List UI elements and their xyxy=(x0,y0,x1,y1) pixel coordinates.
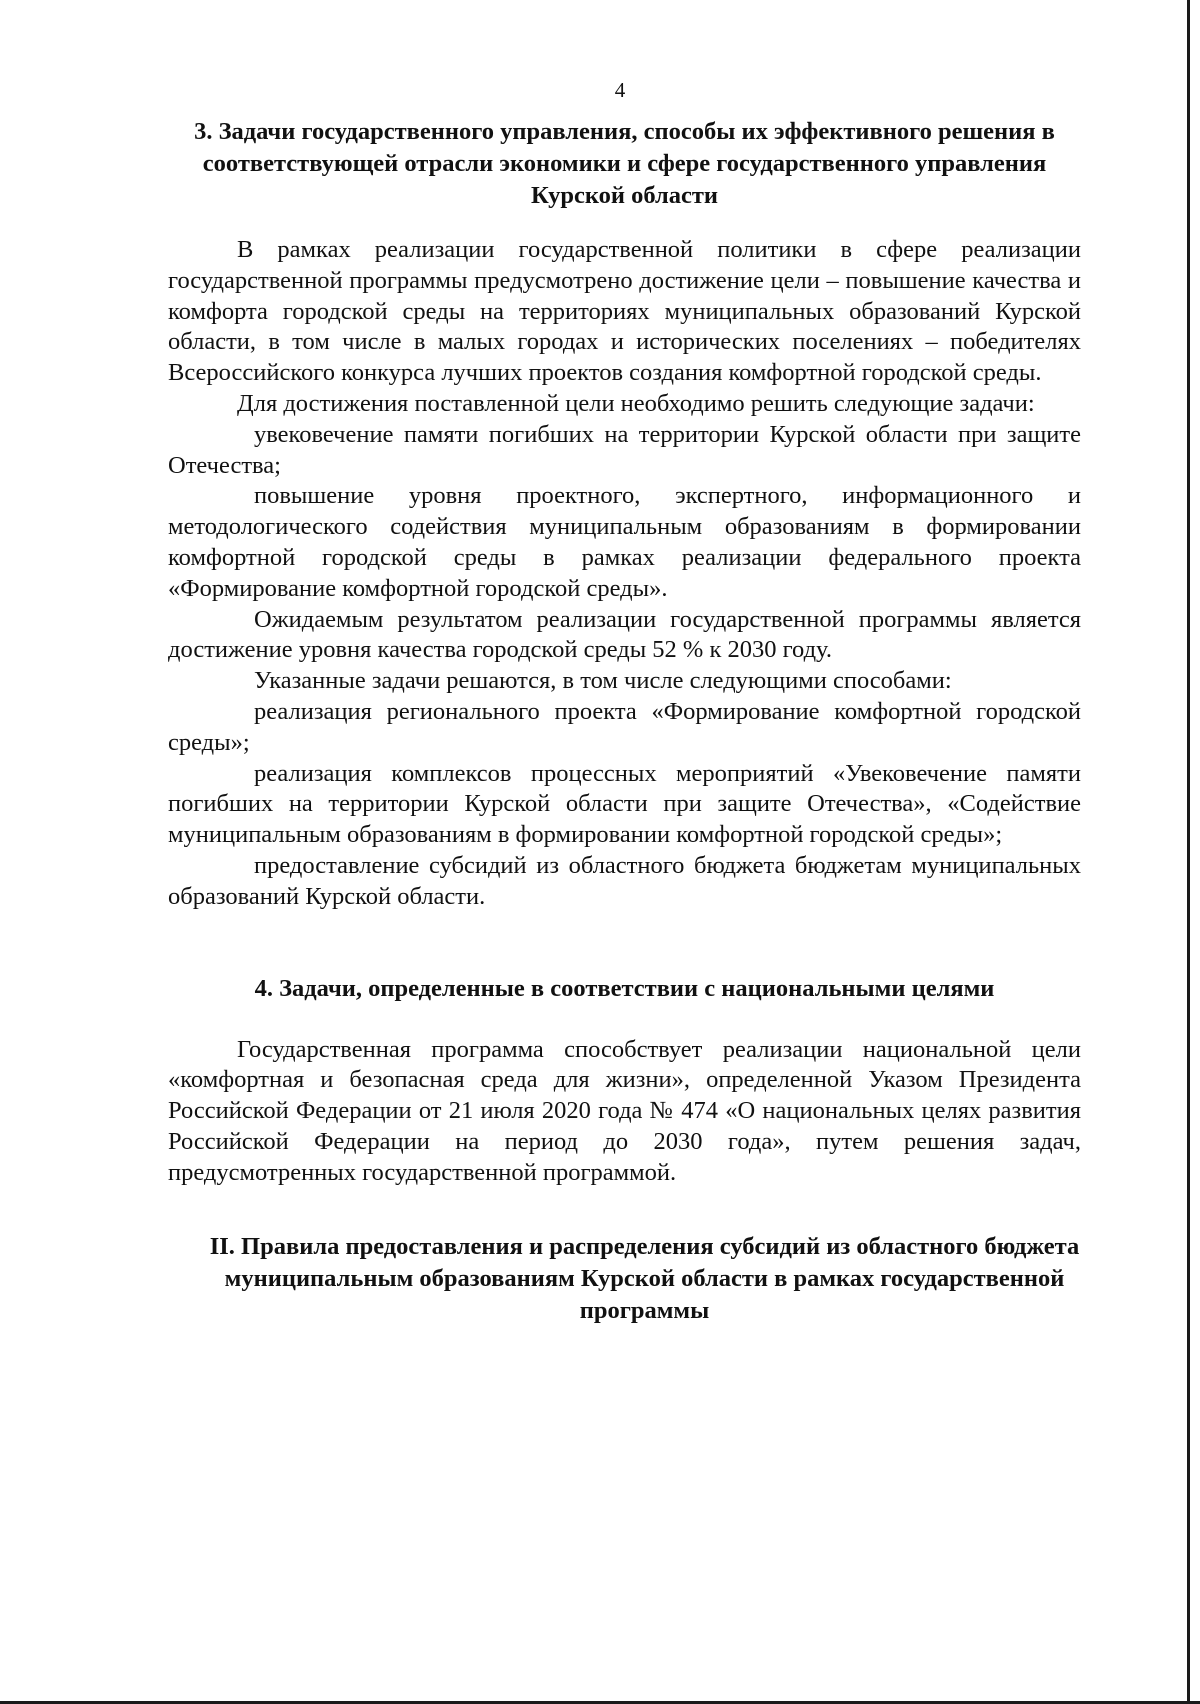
section-3-heading: 3. Задачи государственного управления, способы их эффективного решения в соответствующей отрасли экономики и сфере государственного управления Курской области xyxy=(194,118,1055,209)
scan-edge-right xyxy=(1187,0,1190,1704)
paragraph: Указанные задачи решаются, в том числе следующими способами: xyxy=(254,667,952,695)
task-item: увековечение памяти погибших на территории Курской области при защите Отечества; xyxy=(168,420,1081,479)
paragraph: Ожидаемым результатом реализации государственной программы является достижение уровня качества городской среды 52 % к 2030 году. xyxy=(168,605,1081,664)
section-4-heading: 4. Задачи, определенные в соответствии с национальными целями xyxy=(254,974,995,1002)
method-item: реализация регионального проекта «Формирование комфортной городской среды»; xyxy=(168,697,1081,756)
document-body xyxy=(168,116,1081,1327)
paragraph: Государственная программа способствует реализации национальной цели «комфортная и безопасная среда для жизни», определенной Указом Президента Российской Федерации от 21 июля 2020 года № 474 «О национальных целях развития Российской Федерации на период до 2030 года», путем решения задач, предусмотренных государственной программой. xyxy=(168,1035,1081,1186)
method-item: реализация комплексов процессных мероприятий «Увековечение памяти погибших на территории Курской области при защите Отечества», «Содействие муниципальным образованиям в формировании комфортной городской среды»; xyxy=(168,759,1081,849)
section-ii-heading: II. Правила предоставления и распределения субсидий из областного бюджета муниципальным образованиям Курской области в рамках государственной программы xyxy=(209,1232,1080,1324)
task-item: повышение уровня проектного, экспертного, информационного и методологического содействия муниципальным образованиям в формировании комфортной городской среды в рамках реализации федерального проекта «Формирование комфортной городской среды». xyxy=(168,482,1081,602)
paragraph: В рамках реализации государственной политики в сфере реализации государственной программы предусмотрено достижение цели – повышение качества и комфорта городской среды на территориях муниципальных образований Курской области, в том числе в малых городах и исторических поселениях – победителях Всероссийского конкурса лучших проектов создания комфортной городской среды. xyxy=(168,236,1081,387)
paragraph: Для достижения поставленной цели необходимо решить следующие задачи: xyxy=(237,389,1035,417)
method-item: предоставление субсидий из областного бюджета бюджетам муниципальных образований Курской области. xyxy=(168,851,1081,910)
page-number: 4 xyxy=(614,78,626,102)
